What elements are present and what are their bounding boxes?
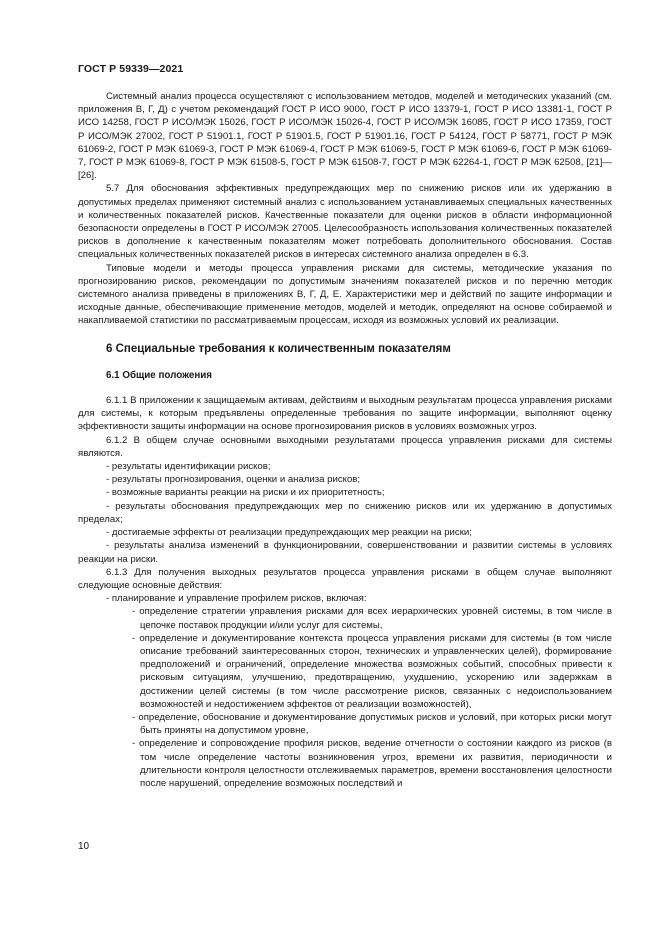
results-list — [78, 460, 612, 566]
list-item: - определение и документирование контекста процесса управления рисками для системы (в том числе описание требований заинтересованных сторон, технических и управленческих целей), формирование предположений и ограничений, определение множества возможных событий, способных привести к рисковым ситуациям, улучшению, предотвращению, ухудшению, ускорению или задержкам в достижении целей системы (в том числе рассмотрение рисков, связанных с недоиспользованием возможностей и недостижением эффектов от реализации возможностей), — [132, 632, 612, 710]
page-number: 10 — [78, 841, 90, 852]
paragraph-6-1-3: 6.1.3 Для получения выходных результатов процесса управления рисками в общем случае выполняют следующие основные действия: — [78, 566, 612, 591]
paragraph-6-1-2: 6.1.2 В общем случае основными выходными результатами процесса управления рисками для системы являются. — [78, 434, 612, 459]
list-item: - определение, обоснование и документирование допустимых рисков и условий, при которых риски могут быть приняты на допустимом уровне, — [132, 711, 612, 737]
paragraph-5-7: 5.7 Для обоснования эффективных предупреждающих мер по снижению рисков или их удержанию в допустимых пределах применяют системный анализ с использованием устанавливаемых специальных качественных и количественных показателей рисков. Качественные показатели для оценки рисков в области информационной безопасности определены в ГОСТ Р ИСО/МЭК 27005. Целесообразность использования количественных показателей рисков в дополнение к качественным показателям может потребовать дополнительного обоснования. Состав специальных количественных показателей рисков в интересах системного анализа определен в 6.3. — [78, 183, 612, 261]
list-item: - определение и сопровождение профиля рисков, ведение отчетности о состоянии каждого из рисков (в том числе определение частоты возникновения угроз, времени их развития, периодичности и длительности контроля целостности отслеживаемых параметров, времени восстановления целостности после нарушений, определение возможных последствий и — [132, 738, 612, 789]
actions-list — [78, 592, 612, 605]
document-body — [78, 90, 612, 790]
paragraph-system-analysis: Системный анализ процесса осуществляют с использованием методов, моделей и методических указаний (см. приложения В, Г, Д) с учетом рекомендаций ГОСТ Р ИСО 9000, ГОСТ Р ИСО 13379-1, ГОСТ Р ИСО 13381-1, ГОСТ Р ИСО 14258, ГОСТ Р ИСО/МЭК 15026, ГОСТ Р ИСО/МЭК 15026-4, ГОСТ Р ИСО/МЭК 16085, ГОСТ Р ИСО 17359, ГОСТ Р ИСО/МЭК 27002, ГОСТ Р 51901.1, ГОСТ Р 51901.5, ГОСТ Р 51901.16, ГОСТ Р 54124, ГОСТ Р 58771, ГОСТ Р МЭК 61069-2, ГОСТ Р МЭК 61069-3, ГОСТ Р МЭК 61069-4, ГОСТ Р МЭК 61069-5, ГОСТ Р МЭК 61069-6, ГОСТ Р МЭК 61069-7, ГОСТ Р МЭК 61069-8, ГОСТ Р МЭК 61508-5, ГОСТ Р МЭК 61508-7, ГОСТ Р МЭК 62264-1, ГОСТ Р МЭК 62508, [21]—[26]. — [78, 91, 612, 182]
list-item: - результаты обоснования предупреждающих мер по снижению рисков или их удержанию в допустимых пределах; — [78, 500, 612, 525]
list-item: - определение стратегии управления рисками для всех иерархических уровней системы, в том числе в цепочке поставок продукции и/или услуг для системы, — [132, 606, 612, 631]
section-6-1-title: 6.1 Общие положения — [106, 369, 213, 381]
list-item: - планирование и управление профилем рисков, включая: — [106, 593, 367, 605]
paragraph-6-1-1: 6.1.1 В приложении к защищаемым активам, действиям и выходным результатам процесса управления рисками для системы, к которым предъявлены определенные требования по защите информации, выполняют оценку эффективности защиты информации на основе прогнозирования рисков в условиях возможных угроз. — [78, 395, 612, 433]
sub-actions-list — [78, 605, 612, 790]
paragraph-typical-models: Типовые модели и методы процесса управления рисками для системы, методические указания по прогнозированию рисков, рекомендации по допустимым значениям показателей рисков и по перечню методик системного анализа приведены в приложениях В, Г, Д, Е. Характеристики мер и действий по защите информации и исходные данные, обеспечивающие применение методов, моделей и методик, определяют на основе собираемой и накапливаемой статистики по рассматриваемым процессам, исходя из возможных условий их реализации. — [78, 262, 612, 327]
list-item: - возможные варианты реакции на риски и их приоритетность; — [106, 487, 385, 499]
list-item: - достигаемые эффекты от реализации предупреждающих мер реакции на риски; — [106, 527, 472, 539]
section-6-title: 6 Специальные требования к количественным показателям — [106, 342, 451, 355]
list-item: - результаты прогнозирования, оценки и анализа рисков; — [106, 474, 361, 486]
list-item: - результаты идентификации рисков; — [106, 461, 271, 473]
list-item: - результаты анализа изменений в функционировании, совершенствовании и развитии системы в условиях реакции на риски. — [78, 540, 612, 565]
document-header: ГОСТ Р 59339—2021 — [78, 63, 184, 75]
